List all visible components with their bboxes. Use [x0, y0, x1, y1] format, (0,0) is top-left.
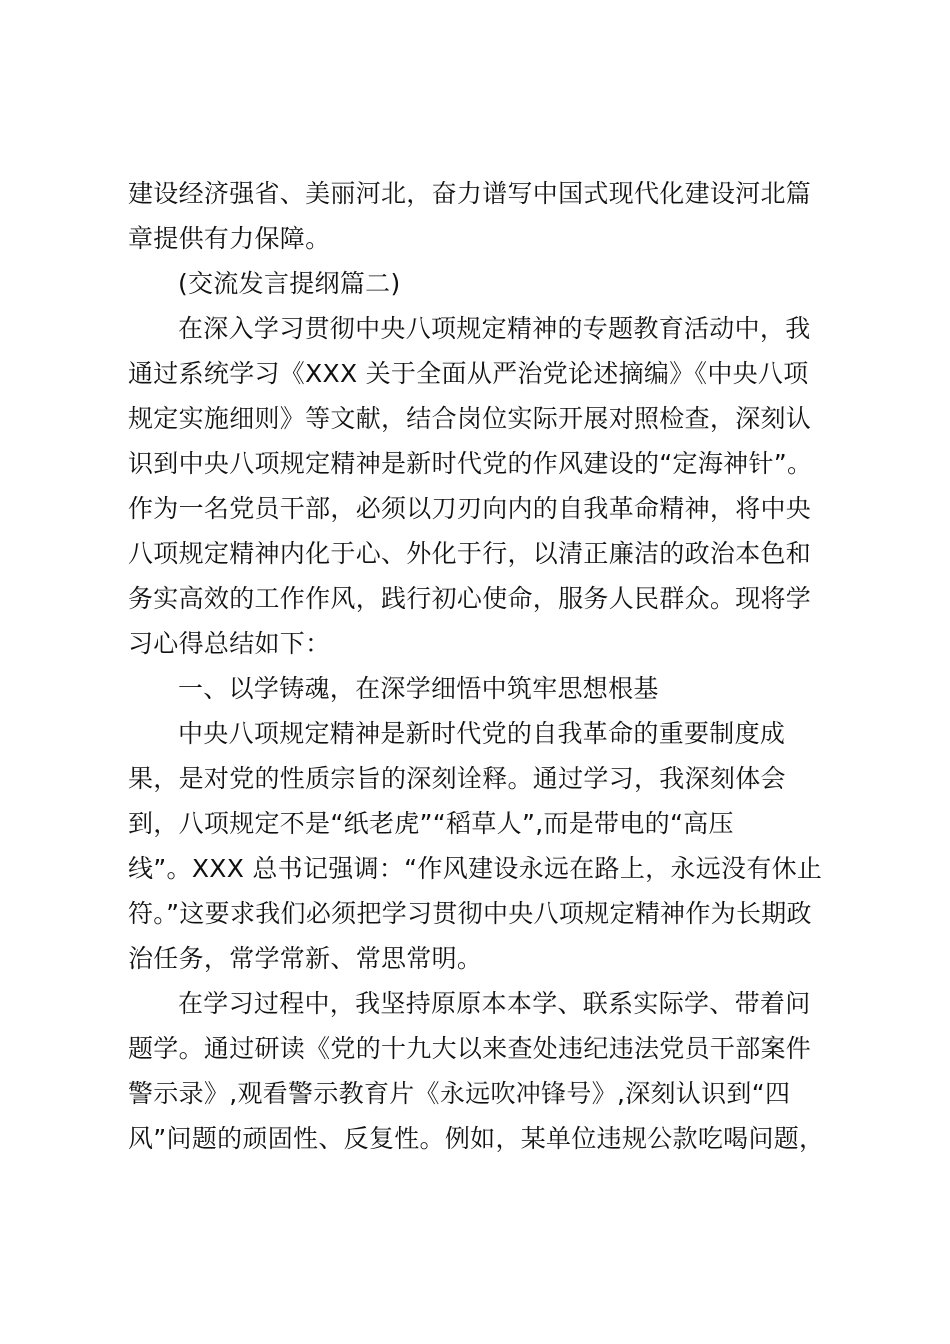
paragraph-line: 通过系统学习《XXX 关于全面从严治党论述摘编》《中央八项	[128, 359, 809, 388]
section-subtitle: (交流发言提纲篇二)	[178, 269, 401, 298]
paragraph-line: 在深入学习贯彻中央八项规定精神的专题教育活动中，我	[178, 314, 811, 343]
paragraph-line: 风”问题的顽固性、反复性。例如，某单位违规公款吃喝问题，	[128, 1124, 825, 1153]
paragraph-line: 作为一名党员干部，必须以刀刃向内的自我革命精神，将中央	[128, 494, 812, 523]
paragraph-line: 警示录》,观看警示教育片《永远吹冲锋号》,深刻认识到“四	[128, 1079, 791, 1108]
paragraph-line: 规定实施细则》等文献，结合岗位实际开展对照检查，深刻认	[128, 404, 812, 433]
paragraph-line: 治任务，常学常新、常思常明。	[128, 944, 483, 973]
paragraph-line: 到，八项规定不是“纸老虎”“稻草人”,而是带电的“高压	[128, 809, 734, 838]
paragraph-line: 习心得总结如下：	[128, 629, 331, 658]
paragraph-line: 在学习过程中，我坚持原原本本学、联系实际学、带着问	[178, 989, 811, 1018]
paragraph-line: 务实高效的工作作风，践行初心使命，服务人民群众。现将学	[128, 584, 812, 613]
paragraph-line: 题学。通过研读《党的十九大以来查处违纪违法党员干部案件	[128, 1034, 812, 1063]
paragraph-line: 符。”这要求我们必须把学习贯彻中央八项规定精神作为长期政	[128, 899, 812, 928]
paragraph-line: 果，是对党的性质宗旨的深刻诠释。通过学习，我深刻体会	[128, 764, 786, 793]
paragraph-line: 中央八项规定精神是新时代党的自我革命的重要制度成	[178, 719, 786, 748]
paragraph-line: 识到中央八项规定精神是新时代党的作风建设的“定海神针”。	[128, 449, 813, 478]
paragraph-line: 线”。XXX 总书记强调：“作风建设永远在路上，永远没有休止	[128, 854, 823, 883]
paragraph-line: 建设经济强省、美丽河北，奋力谱写中国式现代化建设河北篇	[128, 179, 812, 208]
paragraph-line: 八项规定精神内化于心、外化于行，以清正廉洁的政治本色和	[128, 539, 812, 568]
paragraph-line: 章提供有力保障。	[128, 224, 331, 253]
section-heading: 一、以学铸魂，在深学细悟中筑牢思想根基	[178, 674, 659, 703]
